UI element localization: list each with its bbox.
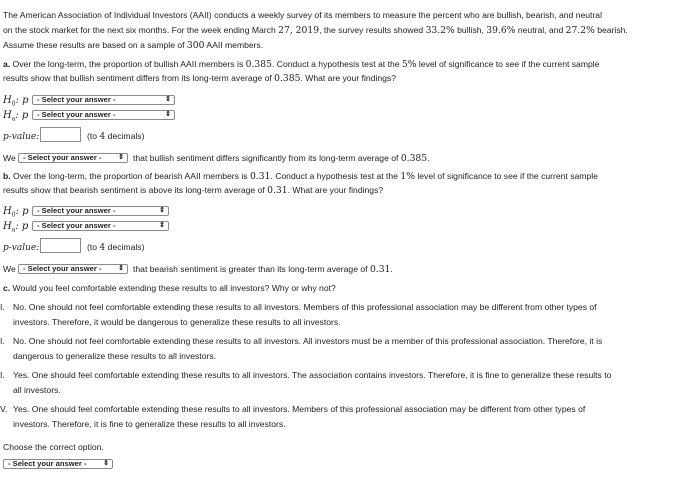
part-b-pvalue-input[interactable] [40,238,81,253]
intro-line-3: Assume these results are based on a sample of 300 AAII members. [3,40,264,51]
option-2-line-1: No. One should not feel comfortable extending these results to all investors. All investors must be a member of this professional association. Therefore, it is [13,336,603,346]
option-4-line-1: Yes. One should feel comfortable extending these results to all investors. Members of this professional association may be different from other types of [13,404,586,414]
part-b-pvalue-hint: (to 4 decimals) [87,242,145,253]
option-1-line-1: No. One should not feel comfortable extending these results to all investors. Members of this professional association may be different from other types of [13,302,597,312]
part-a-line-2: results show that bullish sentiment differs from its long-term average of 0.385. What are your findings? [3,73,396,84]
part-c-question: c. Would you feel comfortable extending these results to all investors? Why or why not? [3,283,336,293]
intro-line-1: The American Association of Individual Investors (AAII) conducts a weekly survey of its members to measure the percent who are bullish, bearish, and neutral [3,10,602,20]
part-a-ha-select[interactable]: - Select your answer - ⇕ [32,110,175,120]
part-b-line-2: results show that bearish sentiment is above its long-term average of 0.31. What are your findings? [3,185,384,196]
part-b-conclusion-text: that bearish sentiment is greater than its long-term average of 0.31. [133,264,393,275]
option-2-line-2: dangerous to generalize these results to all investors. [13,351,217,361]
part-b-line-1: b. Over the long-term, the proportion of bearish AAII members is 0.31. Conduct a hypothesis test at the 1% level of significance to see if the current sample [3,171,598,182]
part-a-pvalue-label: p-value: [3,132,40,142]
chevron-updown-icon: ⇕ [103,460,109,467]
chevron-updown-icon: ⇕ [159,207,165,214]
chevron-updown-icon: ⇕ [118,154,124,161]
choose-option-select[interactable]: - Select your answer - ⇕ [3,459,113,469]
part-a-h0-label: $H_0$: p [3,95,29,108]
part-b-h0-label: $H_0$: p [3,206,29,219]
part-b-ha-label: $H_a$: p [3,221,29,234]
part-a-we-label: We [3,153,16,163]
chevron-updown-icon: ⇕ [118,265,124,272]
part-b-h0-select[interactable]: - Select your answer - ⇕ [32,206,169,216]
part-a-h0-select[interactable]: - Select your answer - ⇕ [32,95,175,105]
part-a-pvalue-input[interactable] [40,127,81,142]
option-3-line-1: Yes. One should feel comfortable extending these results to all investors. The association contains investors. Therefore, it is fine to generalize these results to [13,370,612,380]
option-3-line-2: all investors. [13,385,61,395]
part-a-pvalue-hint: (to 4 decimals) [87,131,145,142]
part-b-ha-select[interactable]: - Select your answer - ⇕ [32,221,169,231]
chevron-updown-icon: ⇕ [165,96,171,103]
option-4-roman: V. [0,404,8,414]
part-b-conclusion-select[interactable]: - Select your answer - ⇕ [18,264,128,274]
part-b-pvalue-label: p-value: [3,243,40,253]
chevron-updown-icon: ⇕ [165,111,171,118]
option-3-roman: I. [0,370,5,380]
chevron-updown-icon: ⇕ [159,222,165,229]
option-2-roman: I. [0,336,5,346]
intro-line-2: on the stock market for the next six months. For the week ending March 27, 2019, the survey results showed 33.2% bullish, 39.6% neutral, and 27.2% bearish. [3,25,628,36]
option-4-line-2: investors. Therefore, it is fine to generalize these results to all investors. [13,419,286,429]
part-a-conclusion-select[interactable]: - Select your answer - ⇕ [18,153,128,163]
part-a-conclusion-text: that bullish sentiment differs significantly from its long-term average of 0.385. [133,153,430,164]
option-1-roman: I. [0,302,5,312]
option-1-line-2: investors. Therefore, it would be dangerous to generalize these results to all investors. [13,317,341,327]
part-a-line-1: a. Over the long-term, the proportion of bullish AAII members is 0.385. Conduct a hypothesis test at the 5% level of significance to see if the current sample [3,59,600,70]
part-b-we-label: We [3,264,16,274]
choose-label: Choose the correct option. [3,442,104,452]
part-a-ha-label: $H_a$: p [3,110,29,123]
